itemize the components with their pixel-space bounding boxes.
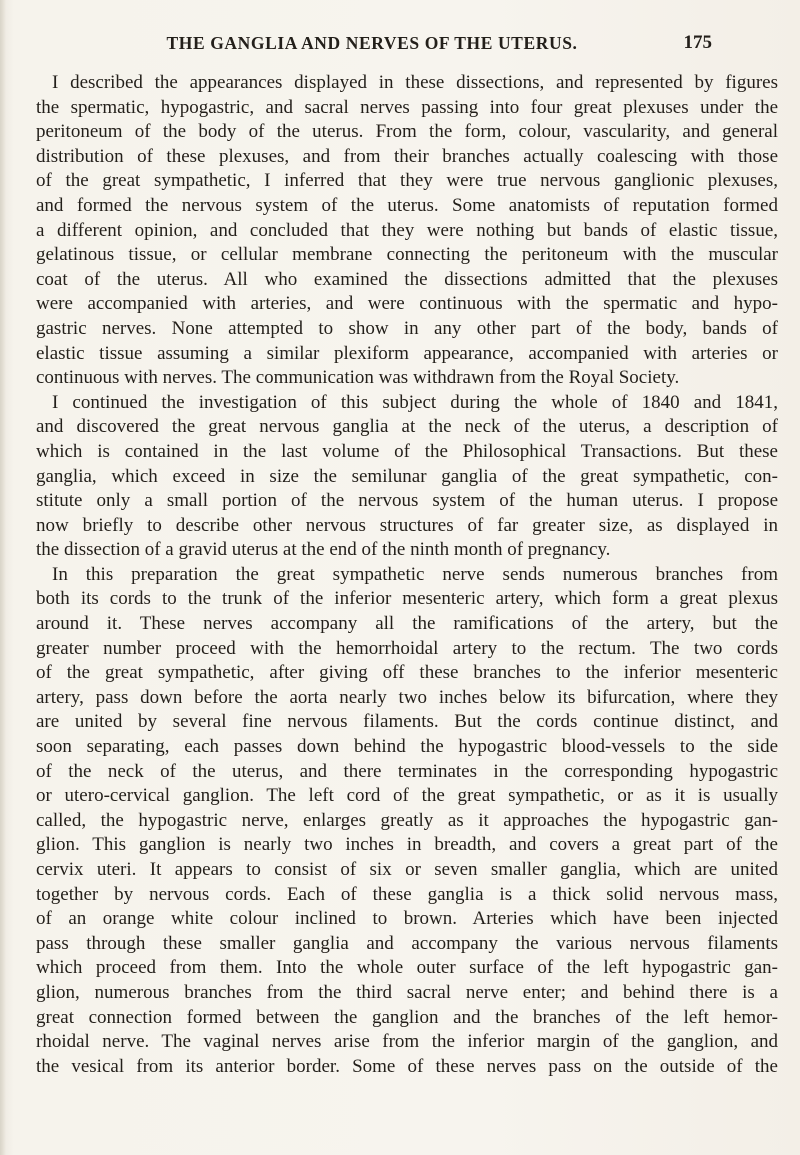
text-line: stitute only a small portion of the nervous system of the human uterus. I propose <box>36 490 778 512</box>
text-line: now briefly to describe other nervous structures of far greater size, as displayed in <box>36 514 778 536</box>
text-line: greater number proceed with the hemorrhoidal artery to the rectum. The two cords <box>36 637 778 659</box>
text-line: I described the appearances displayed in these dissections, and represented by figures <box>52 72 778 93</box>
running-head: THE GANGLIA AND NERVES OF THE UTERUS. <box>166 33 578 53</box>
page-number: 175 <box>683 32 712 53</box>
text-line: called, the hypogastric nerve, enlarges greatly as it approaches the hypogastric gan- <box>36 809 778 831</box>
text-line: the dissection of a gravid uterus at the end of the ninth month of pregnancy. <box>36 539 611 561</box>
text-line: cervix uteri. It appears to consist of six or seven smaller ganglia, which are united <box>36 859 778 880</box>
text-line: ganglia, which exceed in size the semilunar ganglia of the great sympathetic, con- <box>36 465 778 487</box>
text-line: were accompanied with arteries, and were continuous with the spermatic and hypo- <box>36 293 778 315</box>
text-line: coat of the uterus. All who examined the dissections admitted that the plexuses <box>36 268 778 290</box>
text-line: glion, numerous branches from the third sacral nerve enter; and behind there is a <box>36 981 778 1003</box>
text-line: I continued the investigation of this subject during the whole of 1840 and 1841, <box>52 391 778 413</box>
text-line: together by nervous cords. Each of these ganglia is a thick solid nervous mass, <box>36 883 778 905</box>
text-line: the vesical from its anterior border. Some of these nerves pass on the outside of the <box>36 1055 778 1077</box>
body-text <box>36 71 778 1079</box>
text-line: gelatinous tissue, or cellular membrane connecting the peritoneum with the muscular <box>36 244 778 266</box>
text-line: of an orange white colour inclined to brown. Arteries which have been injected <box>36 908 778 930</box>
text-line: artery, pass down before the aorta nearly two inches below its bifurcation, where they <box>36 686 778 708</box>
text-line: and formed the nervous system of the uterus. Some anatomists of reputation formed <box>36 194 778 216</box>
text-line: peritoneum of the body of the uterus. From the form, colour, vascularity, and general <box>36 121 778 143</box>
text-line: continuous with nerves. The communication was withdrawn from the Royal Society. <box>36 367 680 389</box>
text-line: distribution of these plexuses, and from their branches actually coalescing with those <box>36 145 778 167</box>
text-line: of the great sympathetic, I inferred that they were true nervous ganglionic plexuses, <box>36 170 778 192</box>
text-line: of the great sympathetic, after giving off these branches to the inferior mesenteric <box>36 662 778 684</box>
text-line: In this preparation the great sympathetic nerve sends numerous branches from <box>52 563 778 585</box>
text-line: soon separating, each passes down behind the hypogastric blood-vessels to the side <box>36 736 778 758</box>
text-line: great connection formed between the ganglion and the branches of the left hemor- <box>36 1006 778 1028</box>
text-line: rhoidal nerve. The vaginal nerves arise from the inferior margin of the ganglion, and <box>36 1031 778 1053</box>
text-line: or utero-cervical ganglion. The left cord of the great sympathetic, or as it is usually <box>36 785 778 807</box>
text-line: which proceed from them. Into the whole outer surface of the left hypogastric gan- <box>36 957 778 979</box>
spine-shadow <box>0 0 6 1155</box>
text-line: a different opinion, and concluded that they were nothing but bands of elastic tissue, <box>36 219 778 241</box>
text-line: glion. This ganglion is nearly two inches in breadth, and covers a great part of the <box>36 834 778 856</box>
text-line: pass through these smaller ganglia and accompany the various nervous filaments <box>36 932 778 954</box>
text-line: elastic tissue assuming a similar plexiform appearance, accompanied with arteries or <box>36 342 778 364</box>
text-line: which is contained in the last volume of the Philosophical Transactions. But these <box>36 440 778 462</box>
text-line: are united by several fine nervous filaments. But the cords continue distinct, and <box>36 711 778 733</box>
text-line: the spermatic, hypogastric, and sacral nerves passing into four great plexuses under the <box>36 96 778 118</box>
text-line: both its cords to the trunk of the inferior mesenteric artery, which form a great plexus <box>36 588 778 610</box>
text-line: of the neck of the uterus, and there terminates in the corresponding hypogastric <box>36 760 778 782</box>
text-line: gastric nerves. None attempted to show in any other part of the body, bands of <box>36 317 778 339</box>
text-line: and discovered the great nervous ganglia at the neck of the uterus, a description of <box>36 416 778 438</box>
text-line: around it. These nerves accompany all the ramifications of the artery, but the <box>36 613 778 635</box>
